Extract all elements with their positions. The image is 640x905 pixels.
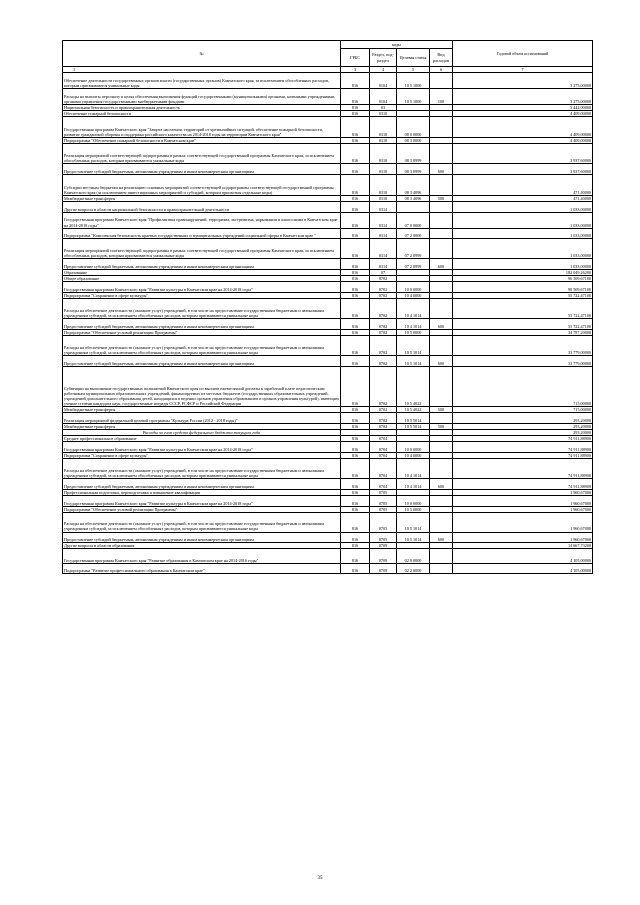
header-target-article: Целевая статья — [397, 49, 430, 67]
row-target-article: 10 5 5014 — [397, 423, 430, 429]
row-description: Обеспечение пожарной безопасности — [63, 110, 341, 116]
row-amount: 1 033,00000 — [453, 228, 593, 239]
row-target-article — [397, 201, 430, 212]
row-expense-type — [430, 228, 453, 239]
row-target-article: 10 4 1014 — [397, 459, 430, 479]
row-expense-type — [430, 564, 453, 574]
row-razdel: 0310 — [370, 164, 397, 175]
row-grbs: 816 — [341, 110, 370, 116]
table-row — [63, 564, 593, 574]
header-num: № — [63, 41, 341, 67]
row-description: Общее образование — [63, 276, 341, 282]
row-amount: 33 779,00000 — [453, 335, 593, 355]
row-grbs: 816 — [341, 335, 370, 355]
col-number: 7 — [453, 67, 593, 73]
row-razdel: 0702 — [370, 366, 397, 406]
row-amount: 3 937,60000 — [453, 164, 593, 175]
table-row — [63, 413, 593, 424]
row-grbs: 816 — [341, 459, 370, 479]
row-target-article: 07 2 0999 — [397, 259, 430, 270]
row-target-article: 07 0 0000 — [397, 212, 430, 228]
row-target-article: 08 3 0999 — [397, 164, 430, 175]
row-amount: 4 409,00000 — [453, 117, 593, 138]
row-grbs: 816 — [341, 174, 370, 195]
row-grbs: 816 — [341, 201, 370, 212]
row-amount: 1 960,67000 — [453, 512, 593, 532]
row-amount: 55 722,47100 — [453, 293, 593, 299]
row-amount: 1 033,00000 — [453, 259, 593, 270]
row-amount: 3 275,00000 — [453, 88, 593, 104]
row-grbs: 816 — [341, 259, 370, 270]
row-razdel: 0104 — [370, 88, 397, 104]
row-grbs: 816 — [341, 413, 370, 424]
row-target-article: 10 5 1014 — [397, 335, 430, 355]
row-description: Субвенции на выполнение государственных полномочий Камчатского края по выплате ежемесячной доплаты к заработной плате педагогическим работникам муниципальных образовательных учреждений, финансируемых из местных бюджетов (государственных образовательных учреждений, учреждений дополнительного образования детей, находящихся в ведении органов управления образованием и органов управления культурой), имеющим ученые степени кандидата наук, государственные награды СССР, РСФСР и Российской Федерации — [63, 366, 341, 406]
row-description: Государственная программа Камчатского края "Развитие образования в Камчатском крае на 2014-2016 годы" — [63, 549, 341, 564]
row-razdel: 0704 — [370, 436, 397, 442]
row-description: Профессиональная подготовка, переподготовка и повышение квалификации — [63, 489, 341, 495]
row-target-article: 10 5 1000 — [397, 73, 430, 89]
row-description: Субсидии местным бюджетам на реализацию основных мероприятий соответствующей подпрограммы соответствующей государственной программы Камчатского края (за исключением инвестиционных мероприятий и субсидий, которым присвоены отдельные коды) — [63, 174, 341, 195]
row-grbs: 816 — [341, 495, 370, 506]
row-description: Государственная программа Камчатского края "Защита населения, территорий от чрезвычайных ситуаций, обеспечение пожарной безопасности, развитие гражданской обороны и поддержка российского казачества на 2014-2018 годы на территории Камчатского края" — [63, 117, 341, 138]
row-grbs: 816 — [341, 117, 370, 138]
table-row — [63, 212, 593, 228]
row-target-article: 10 4 1014 — [397, 478, 430, 489]
row-amount: 1 033,00000 — [453, 239, 593, 259]
row-grbs: 816 — [341, 406, 370, 412]
row-amount: 471,40000 — [453, 174, 593, 195]
row-amount: 74 911,88900 — [453, 436, 593, 442]
row-amount: 5 442,00000 — [453, 104, 593, 110]
row-expense-type — [430, 212, 453, 228]
row-target-article: 02 2 0000 — [397, 564, 430, 574]
row-amount: 34 787,20000 — [453, 329, 593, 335]
row-grbs: 816 — [341, 436, 370, 442]
row-description: Государственная программа Камчатского края "Развитие культуры в Камчатском крае на 2014-2018 годы" — [63, 442, 341, 453]
row-grbs: 816 — [341, 138, 370, 144]
row-grbs: 816 — [341, 212, 370, 228]
row-target-article: 08 3 4096 — [397, 195, 430, 201]
row-razdel: 0310 — [370, 174, 397, 195]
row-amount: 293,20000 — [453, 429, 593, 435]
budget-table-sheet — [62, 40, 592, 574]
row-amount: 90 509,67100 — [453, 282, 593, 293]
table-row — [63, 73, 593, 89]
row-target-article: 10 0 0000 — [397, 282, 430, 293]
page-number: 35 — [317, 876, 323, 881]
row-grbs: 816 — [341, 355, 370, 366]
header-grbs: ГРБС — [341, 49, 370, 67]
row-expense-type: 600 — [430, 259, 453, 270]
row-target-article: 10 0 0000 — [397, 495, 430, 506]
row-description: Государственная программа Камчатского края "Профилактика правонарушений, терроризма, экстремизма, наркомании и алкоголизма в Камчатском крае на 2014-2018 годы" — [63, 212, 341, 228]
row-target-article: 10 4 1014 — [397, 319, 430, 330]
row-amount: 471,40000 — [453, 195, 593, 201]
row-expense-type: 600 — [430, 319, 453, 330]
row-amount: 1 960,67000 — [453, 532, 593, 543]
row-grbs: 816 — [341, 489, 370, 495]
row-expense-type — [430, 239, 453, 259]
row-grbs: 816 — [341, 442, 370, 453]
row-razdel: 0314 — [370, 259, 397, 270]
row-amount: 55 722,47100 — [453, 319, 593, 330]
row-amount: 3 937,60000 — [453, 144, 593, 164]
row-razdel: 0702 — [370, 299, 397, 319]
row-expense-type — [430, 442, 453, 453]
row-target-article: 10 4 0000 — [397, 293, 430, 299]
table-row — [63, 512, 593, 532]
row-description: Предоставление субсидий бюджетным, автономным учреждениям и иным некоммерческим организациям — [63, 164, 341, 175]
table-row — [63, 335, 593, 355]
col-number: 3 — [341, 67, 370, 73]
table-row — [63, 282, 593, 293]
table-row — [63, 532, 593, 543]
row-razdel: 0310 — [370, 195, 397, 201]
row-amount: 4 409,00000 — [453, 110, 593, 116]
row-description: Предоставление субсидий бюджетным, автономным учреждениям и иным некоммерческим организациям — [63, 478, 341, 489]
row-razdel: 0314 — [370, 228, 397, 239]
row-target-article: 08 3 0999 — [397, 144, 430, 164]
row-target-article: 07 2 0000 — [397, 228, 430, 239]
row-description: Расходы на обеспечение деятельности (оказание услуг) учреждений, в том числе на предоставление государственным бюджетным и автономным учреждениям субсидий, за исключением обособленных расходов, которым присваиваются уникальные коды — [63, 459, 341, 479]
row-expense-type: 500 — [430, 423, 453, 429]
row-razdel: 0702 — [370, 319, 397, 330]
row-amount: 4 105,00000 — [453, 549, 593, 564]
row-expense-type: 600 — [430, 355, 453, 366]
row-grbs: 816 — [341, 512, 370, 532]
row-target-article: 08 3 0000 — [397, 138, 430, 144]
row-expense-type: 600 — [430, 164, 453, 175]
table-row — [63, 259, 593, 270]
col-number: 1 — [63, 67, 341, 73]
table-row — [63, 299, 593, 319]
row-description: Национальная безопасность и правоохранительная деятельность — [63, 104, 341, 110]
row-description: Предоставление субсидий бюджетным, автономным учреждениям и иным некоммерческим организациям — [63, 259, 341, 270]
row-razdel: 0310 — [370, 144, 397, 164]
row-description: Обеспечение деятельности государственных органов власти (государственных органов) Камчатского края, за исключением обособленных расходов, которым присваиваются уникальные коды — [63, 73, 341, 89]
table-row — [63, 239, 593, 259]
row-description: Расходы за счет средств федерального бюджета текущего года — [63, 429, 341, 435]
row-amount: 4 105,00000 — [453, 564, 593, 574]
table-row — [63, 355, 593, 366]
row-amount: 1 960,67000 — [453, 506, 593, 512]
row-description: Реализация мероприятий федеральной целевой программы "Культура России (2012 - 2018 годы)" — [63, 413, 341, 424]
row-target-article: 08 0 0000 — [397, 117, 430, 138]
row-grbs: 816 — [341, 239, 370, 259]
row-amount: 33 779,00000 — [453, 355, 593, 366]
row-description: Расходы на выплаты персоналу в целях обеспечения выполнения функций государственными (муниципальными) органами, казенными учреждениями, органами управления государственными внебюджетными фондами — [63, 88, 341, 104]
header-codes: коды — [341, 41, 453, 49]
row-razdel: 0704 — [370, 452, 397, 458]
row-grbs: 816 — [341, 319, 370, 330]
row-razdel: 0702 — [370, 423, 397, 429]
row-amount: 90 509,67100 — [453, 276, 593, 282]
row-grbs: 816 — [341, 164, 370, 175]
table-row — [63, 442, 593, 453]
row-razdel: 0314 — [370, 239, 397, 259]
row-razdel: 0104 — [370, 73, 397, 89]
row-expense-type: 500 — [430, 195, 453, 201]
row-razdel: 0310 — [370, 138, 397, 144]
row-description: Подпрограмма "Развитие профессионального образования в Камчатском крае" — [63, 564, 341, 574]
row-amount: 1 033,00000 — [453, 212, 593, 228]
col-number: 4 — [370, 67, 397, 73]
row-target-article: 10 0 0000 — [397, 442, 430, 453]
row-expense-type — [430, 495, 453, 506]
row-target-article: 10 5 1014 — [397, 355, 430, 366]
row-expense-type — [430, 413, 453, 424]
row-razdel: 07 — [370, 270, 397, 276]
row-razdel: 0705 — [370, 495, 397, 506]
row-grbs: 816 — [341, 104, 370, 110]
row-expense-type — [430, 73, 453, 89]
table-row — [63, 201, 593, 212]
row-grbs: 816 — [341, 88, 370, 104]
row-amount: 293,20000 — [453, 423, 593, 429]
row-target-article: 10 5 4022 — [397, 406, 430, 412]
row-expense-type: 600 — [430, 532, 453, 543]
col-number: 6 — [430, 67, 453, 73]
row-expense-type — [430, 174, 453, 195]
row-expense-type — [430, 282, 453, 293]
row-target-article: 02 0 0000 — [397, 549, 430, 564]
row-grbs: 816 — [341, 506, 370, 512]
row-grbs: 816 — [341, 73, 370, 89]
row-grbs: 816 — [341, 564, 370, 574]
row-amount: 182 049,26200 — [453, 270, 593, 276]
row-amount: 74 911,88900 — [453, 478, 593, 489]
row-description: Образование — [63, 270, 341, 276]
row-expense-type — [430, 512, 453, 532]
row-amount: 3 275,00000 — [453, 73, 593, 89]
row-description: Предоставление субсидий бюджетным, автономным учреждениям и иным некоммерческим организациям — [63, 355, 341, 366]
row-target-article: 10 4 0000 — [397, 452, 430, 458]
row-target-article: 10 5 4022 — [397, 366, 430, 406]
row-description: Другие вопросы в области образования — [63, 543, 341, 549]
row-expense-type — [430, 459, 453, 479]
row-razdel: 0702 — [370, 329, 397, 335]
row-expense-type — [430, 366, 453, 406]
table-body — [63, 67, 593, 574]
row-description: Расходы на обеспечение деятельности (оказание услуг) учреждений, в том числе на предоставление государственным бюджетным и автономным учреждениям субсидий, за исключением обособленных расходов, которым присваиваются уникальные коды — [63, 299, 341, 319]
table-row — [63, 478, 593, 489]
row-expense-type: 500 — [430, 406, 453, 412]
row-razdel: 0705 — [370, 489, 397, 495]
table-row — [63, 164, 593, 175]
row-expense-type — [430, 201, 453, 212]
row-amount: 55 722,47100 — [453, 299, 593, 319]
row-expense-type — [430, 549, 453, 564]
row-description: Подпрограмма "Обеспечение условий реализации Программы" — [63, 329, 341, 335]
row-target-article: 10 5 1014 — [397, 512, 430, 532]
row-razdel: 0314 — [370, 212, 397, 228]
row-razdel: 0310 — [370, 110, 397, 116]
row-expense-type — [430, 144, 453, 164]
row-razdel: 0704 — [370, 459, 397, 479]
row-grbs: 816 — [341, 329, 370, 335]
row-amount: 293,20000 — [453, 413, 593, 424]
row-razdel: 0310 — [370, 117, 397, 138]
row-target-article: 07 2 0999 — [397, 239, 430, 259]
row-target-article: 10 5 5014 — [397, 413, 430, 424]
table-row — [63, 549, 593, 564]
header-expense-type: Вид расходов — [430, 49, 453, 67]
row-target-article: 10 5 0000 — [397, 329, 430, 335]
row-razdel: 0702 — [370, 293, 397, 299]
row-grbs: 816 — [341, 532, 370, 543]
table-row — [63, 366, 593, 406]
row-amount: 74 911,88900 — [453, 442, 593, 453]
row-description: Реализация мероприятий соответствующей подпрограммы в рамках соответствующей государственной программы Камчатского края, за исключением обособленных расходов, которым присваиваются уникальные коды — [63, 144, 341, 164]
row-expense-type — [430, 299, 453, 319]
table-row — [63, 117, 593, 138]
row-razdel: 0709 — [370, 549, 397, 564]
row-amount: 14 667,73200 — [453, 543, 593, 549]
row-razdel: 0704 — [370, 478, 397, 489]
row-razdel: 0702 — [370, 276, 397, 282]
row-amount: 715,00000 — [453, 366, 593, 406]
header-razdel: Раздел, под-раздел — [370, 49, 397, 67]
row-razdel: 0702 — [370, 335, 397, 355]
row-description: Государственная программа Камчатского края "Развитие культуры в Камчатском крае на 2014-2018 годы" — [63, 495, 341, 506]
table-row — [63, 174, 593, 195]
row-target-article: 10 5 1000 — [397, 88, 430, 104]
row-description: Подпрограмма "Сохранение в сфере культуры" — [63, 293, 341, 299]
row-expense-type — [430, 335, 453, 355]
row-description: Другие вопросы в области национальной безопасности и правоохранительной деятельности — [63, 201, 341, 212]
budget-table — [62, 40, 593, 574]
table-row — [63, 228, 593, 239]
row-description: Расходы на обеспечение деятельности (оказание услуг) учреждений, в том числе на предоставление государственным бюджетным и автономным учреждениям субсидий, за исключением обособленных расходов, которым присваиваются уникальные коды — [63, 335, 341, 355]
row-description: Реализация мероприятий соответствующей подпрограммы в рамках соответствующей государственной программы Камчатского края, за исключением обособленных расходов, которым присваиваются уникальные коды — [63, 239, 341, 259]
row-description: Предоставление субсидий бюджетным, автономным учреждениям и иным некоммерческим организациям — [63, 532, 341, 543]
row-description: Межбюджетные трансферты — [63, 406, 341, 412]
row-razdel: 0314 — [370, 201, 397, 212]
row-expense-type: 600 — [430, 478, 453, 489]
row-grbs: 816 — [341, 549, 370, 564]
row-grbs: 816 — [341, 282, 370, 293]
table-row — [63, 319, 593, 330]
row-razdel: 03 — [370, 104, 397, 110]
row-razdel: 0705 — [370, 512, 397, 532]
row-grbs: 816 — [341, 293, 370, 299]
row-grbs: 816 — [341, 144, 370, 164]
row-razdel: 0702 — [370, 355, 397, 366]
row-amount: 74 911,88900 — [453, 452, 593, 458]
row-description: Межбюджетные трансферты — [63, 195, 341, 201]
row-grbs: 816 — [341, 276, 370, 282]
row-target-article: 10 5 0000 — [397, 506, 430, 512]
row-grbs: 816 — [341, 228, 370, 239]
row-description: Подпрограмма "Комплексная безопасность краевых государственных и муниципальных учреждений социальной сферы в Камчатском крае " — [63, 228, 341, 239]
row-grbs: 816 — [341, 366, 370, 406]
table-row — [63, 144, 593, 164]
row-razdel: 0704 — [370, 442, 397, 453]
row-description: Расходы на обеспечение деятельности (оказание услуг) учреждений, в том числе на предоставление государственным бюджетным и автономным учреждениям субсидий, за исключением обособленных расходов, которым присваиваются уникальные коды — [63, 512, 341, 532]
row-expense-type: 100 — [430, 88, 453, 104]
row-amount: 715,00000 — [453, 406, 593, 412]
row-amount: 4 409,00000 — [453, 138, 593, 144]
header-amount: Годовой объем ассигнований — [453, 41, 593, 67]
row-grbs: 816 — [341, 423, 370, 429]
row-amount: 1 033,00000 — [453, 201, 593, 212]
row-grbs: 816 — [341, 452, 370, 458]
row-razdel: 0705 — [370, 506, 397, 512]
row-grbs: 816 — [341, 478, 370, 489]
table-row — [63, 495, 593, 506]
row-razdel: 0702 — [370, 406, 397, 412]
row-target-article: 10 5 1014 — [397, 532, 430, 543]
row-description: Подпрограмма "Обеспечение пожарной безопасности в Камчатском крае" — [63, 138, 341, 144]
row-description: Подпрограмма "Сохранение в сфере культуры" — [63, 452, 341, 458]
row-target-article: 10 4 1014 — [397, 299, 430, 319]
table-row — [63, 459, 593, 479]
row-grbs: 816 — [341, 195, 370, 201]
row-description: Подпрограмма "Обеспечение условий реализации Программы" — [63, 506, 341, 512]
row-amount: 1 960,67000 — [453, 495, 593, 506]
row-razdel: 0705 — [370, 532, 397, 543]
row-description: Предоставление субсидий бюджетным, автономным учреждениям и иным некоммерческим организациям — [63, 319, 341, 330]
row-description: Государственная программа Камчатского края "Развитие культуры в Камчатском крае на 2014-2018 годы" — [63, 282, 341, 293]
table-row — [63, 88, 593, 104]
row-expense-type — [430, 117, 453, 138]
row-target-article: 08 3 4096 — [397, 174, 430, 195]
row-description: Среднее профессиональное образование — [63, 436, 341, 442]
row-razdel: 0702 — [370, 413, 397, 424]
row-razdel: 0702 — [370, 282, 397, 293]
row-amount: 74 911,88900 — [453, 459, 593, 479]
col-number: 5 — [397, 67, 430, 73]
row-razdel: 0709 — [370, 543, 397, 549]
row-description: Межбюджетные трансферты — [63, 423, 341, 429]
row-razdel: 0709 — [370, 564, 397, 574]
row-amount: 1 960,67000 — [453, 489, 593, 495]
row-grbs: 816 — [341, 543, 370, 549]
row-grbs: 816 — [341, 299, 370, 319]
row-grbs: 816 — [341, 270, 370, 276]
